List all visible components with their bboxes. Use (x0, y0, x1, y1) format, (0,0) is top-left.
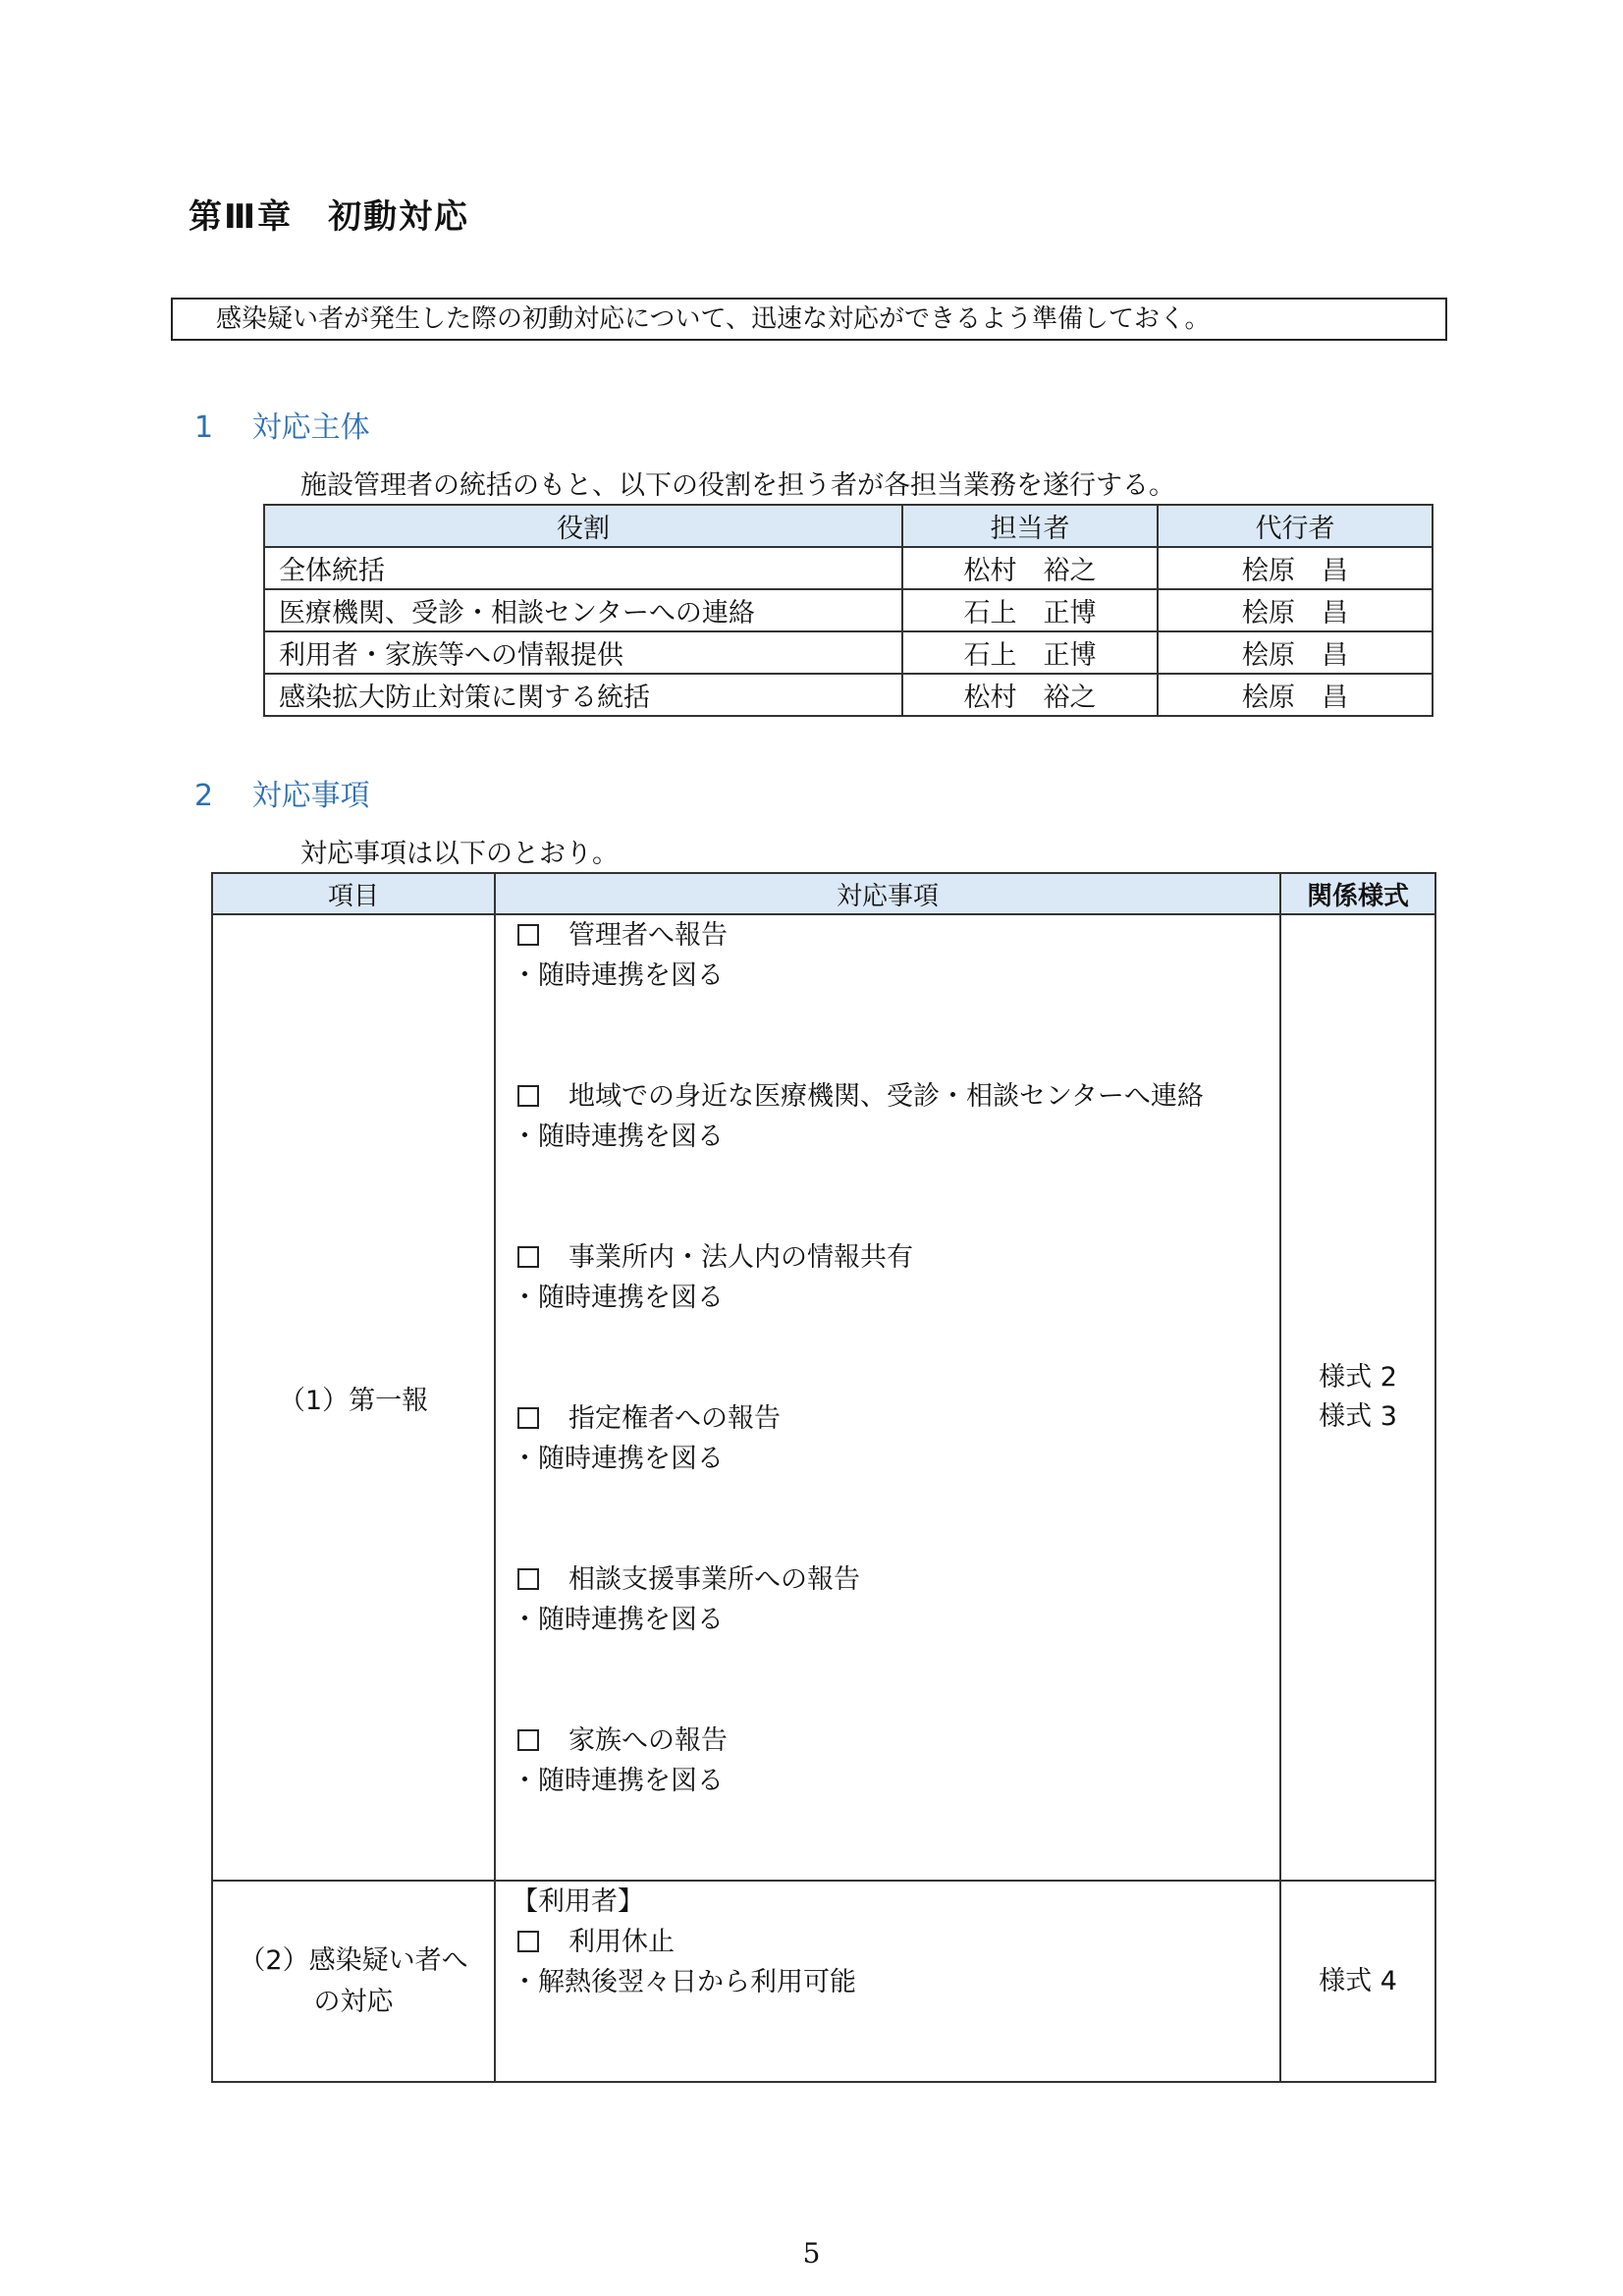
person-cell: 石上 正博 (902, 631, 1158, 674)
page-number: 5 (802, 2237, 821, 2269)
item-cell (212, 1881, 495, 2082)
duty-note: ・随時連携を図る (512, 1121, 724, 1152)
duty-group (512, 915, 1279, 996)
table-row (264, 589, 1433, 631)
item-label: （1）第一報 (278, 1385, 429, 1416)
duty-task: 相談支援事業所への報告 (568, 1564, 860, 1595)
section-heading-2: 2 対応事項 (194, 779, 370, 813)
duty-task: 家族への報告 (568, 1725, 728, 1756)
form-cell (1280, 1881, 1435, 2082)
duty-note: ・随時連携を図る (512, 1766, 724, 1796)
duty-category-label: 【利用者】 (512, 1886, 644, 1917)
duty-task: 利用休止 (568, 1927, 675, 1957)
table-header: 役割 (264, 505, 902, 547)
table-header-row (264, 505, 1433, 547)
summary-box: 感染疑い者が発生した際の初動対応について、迅速な対応ができるよう準備しておく。 (171, 298, 1447, 341)
section-intro-1: 施設管理者の統括のもと、以下の役割を担う者が各担当業務を遂行する。 (300, 470, 1175, 501)
table-header: 代行者 (1158, 505, 1433, 547)
section-intro-2: 対応事項は以下のとおり。 (300, 839, 619, 869)
duty-note: ・随時連携を図る (512, 1283, 724, 1313)
deputy-cell: 桧原 昌 (1158, 589, 1433, 631)
form-ref: 様式 4 (1319, 1965, 1397, 1996)
duty-group (512, 1076, 1279, 1157)
person-cell: 石上 正博 (902, 589, 1158, 631)
checkbox-icon (517, 924, 539, 946)
duty-note: ・随時連携を図る (512, 1605, 724, 1635)
table-row (264, 674, 1433, 716)
table-header: 対応事項 (495, 873, 1280, 914)
checkbox-icon (517, 1931, 539, 1952)
table-header: 項目 (212, 873, 495, 914)
table-header: 担当者 (902, 505, 1158, 547)
deputy-cell: 桧原 昌 (1158, 674, 1433, 716)
item-label: の対応 (313, 1986, 394, 2017)
checkbox-icon (517, 1729, 539, 1751)
form-ref: 様式 3 (1319, 1401, 1397, 1432)
person-cell: 松村 裕之 (902, 547, 1158, 589)
item-label: （2）感染疑い者へ (239, 1944, 468, 1976)
role-cell: 全体統括 (264, 547, 902, 589)
duty-cell (495, 914, 1280, 1881)
deputy-cell: 桧原 昌 (1158, 631, 1433, 674)
duty-table (211, 872, 1436, 2083)
section-heading-1: 1 対応主体 (194, 410, 370, 445)
deputy-cell: 桧原 昌 (1158, 547, 1433, 589)
duty-task: 管理者へ報告 (568, 920, 728, 951)
duty-group (512, 1559, 1279, 1640)
table-row (212, 914, 1435, 1881)
chapter-title: 第Ⅲ章 初動対応 (189, 197, 470, 237)
checkbox-icon (517, 1246, 539, 1268)
checkbox-icon (517, 1568, 539, 1590)
role-cell: 医療機関、受診・相談センターへの連絡 (264, 589, 902, 631)
duty-note: ・解熱後翌々日から利用可能 (512, 1967, 856, 1997)
role-cell: 利用者・家族等への情報提供 (264, 631, 902, 674)
role-table (263, 504, 1434, 717)
checkbox-icon (517, 1085, 539, 1107)
duty-task: 事業所内・法人内の情報共有 (568, 1242, 913, 1273)
duty-group (512, 1721, 1279, 1801)
table-row (212, 1881, 1435, 2082)
duty-cell (495, 1881, 1280, 2082)
duty-task: 指定権者への報告 (568, 1403, 781, 1434)
duty-group (512, 1237, 1279, 1318)
duty-group (512, 1398, 1279, 1479)
checkbox-icon (517, 1407, 539, 1429)
table-row (264, 631, 1433, 674)
role-cell: 感染拡大防止対策に関する統括 (264, 674, 902, 716)
table-row (264, 547, 1433, 589)
form-ref: 様式 2 (1319, 1362, 1397, 1393)
duty-note: ・随時連携を図る (512, 1444, 724, 1474)
form-cell (1280, 914, 1435, 1881)
duty-note: ・随時連携を図る (512, 960, 724, 991)
table-header: 関係様式 (1280, 873, 1435, 914)
item-cell (212, 914, 495, 1881)
table-header-row (212, 873, 1435, 914)
person-cell: 松村 裕之 (902, 674, 1158, 716)
duty-task: 地域での身近な医療機関、受診・相談センターへ連絡 (568, 1081, 1204, 1112)
